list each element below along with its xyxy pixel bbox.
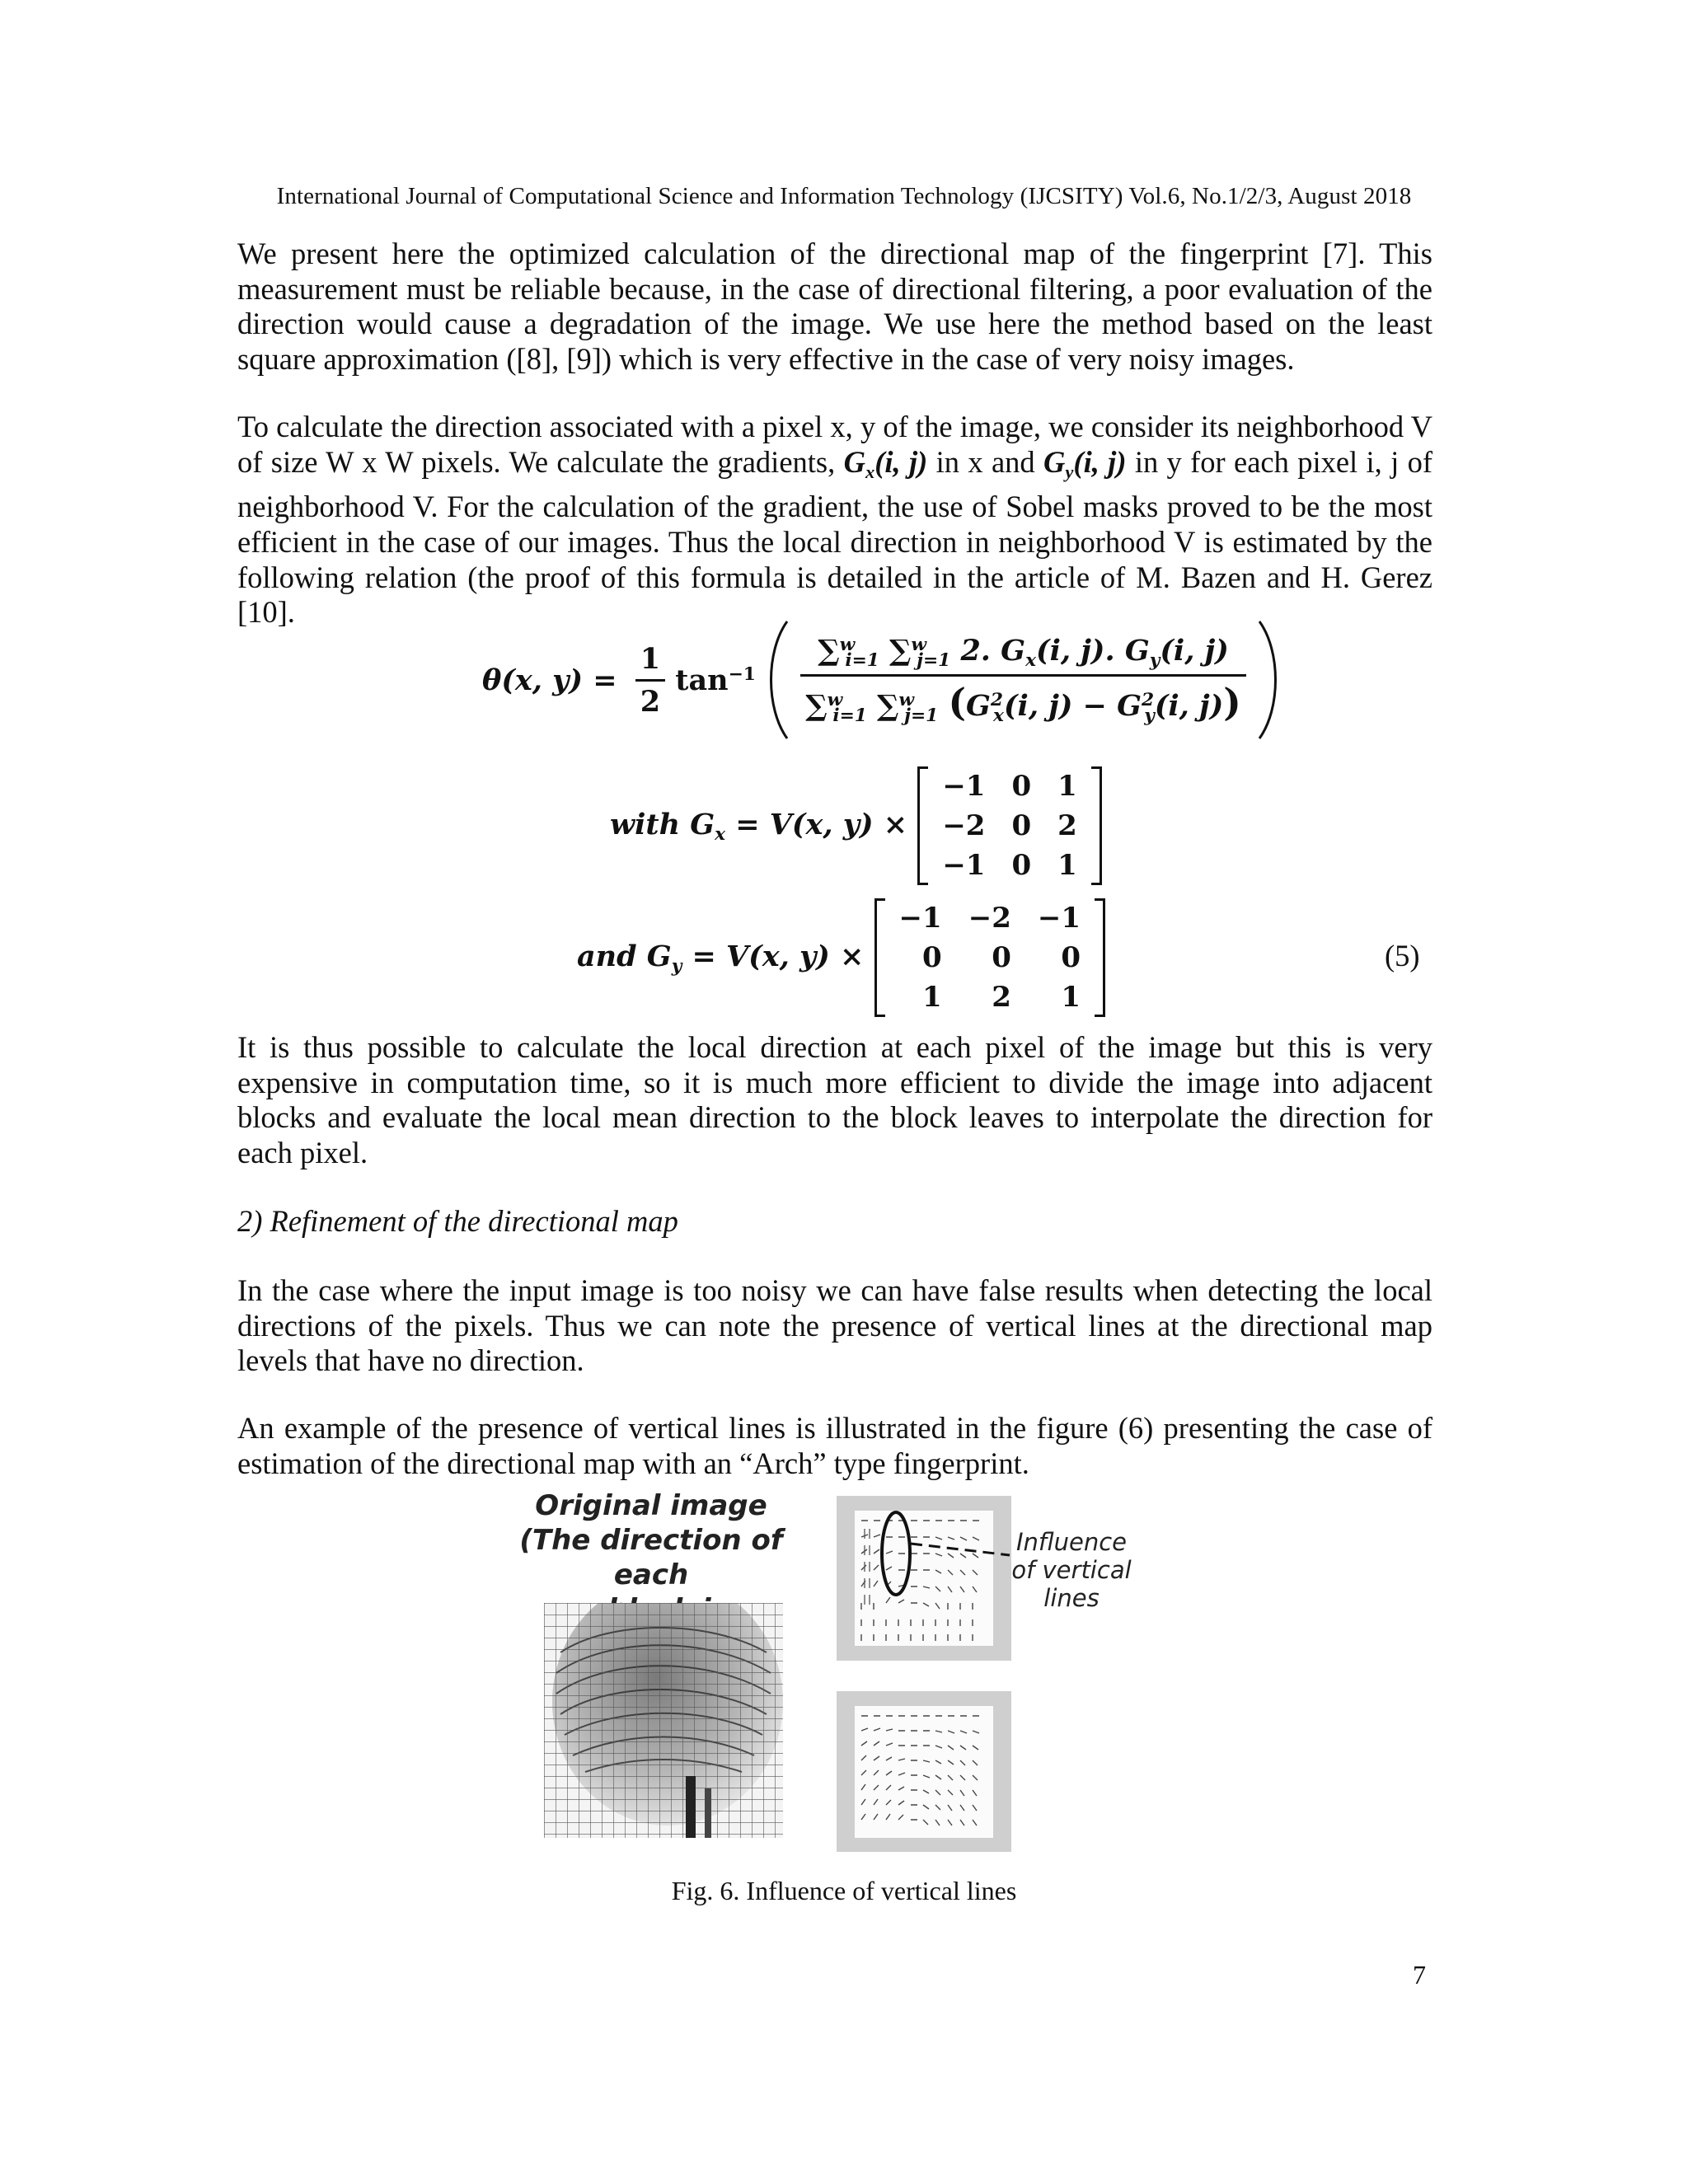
paragraph-2-text-c: in y for each pixel i, j of neighborhood V. For the calculation of the gradient, the use of Sobel masks proved to be the most efficient in the case of our images. Thus the local direction in neighborhood V is estimated by the following relation (the proof of this formula is detailed in the article of M. Bazen and H. Gerez [10].: [237, 444, 1433, 630]
gy-symbol: $G_y(i$, j): [1043, 444, 1127, 482]
paragraph-2: [237, 410, 1432, 630]
directional-map-noisy: [837, 1496, 1011, 1661]
running-header: International Journal of Computational Science and Information Technology (IJCSITY) Vol.6, No.1/2/3, August 2018: [276, 183, 1412, 209]
figure-label-original: Original image (The direction of each: [519, 1489, 783, 1591]
paragraph-2-text-a: To calculate the direction associated with a pixel x, y of the image, we consider its neighborhood V of size W x W pixels. We calculate the gradients,: [237, 410, 1432, 479]
fingerprint-grid-image: [544, 1603, 783, 1838]
figure-label-influence: Influence of vertical lines: [1011, 1528, 1132, 1612]
theta-numerator: ∑$^w_{i=1}$ ∑$^w_{j=1}$ 2. $G_x(i$, j). $G_y(i$, j): [818, 634, 1229, 671]
sobel-matrix-x: −1 0 1 −2 0 2 −1 0 1: [917, 766, 1102, 885]
theta-lhs: θ(x, y) =: [482, 663, 617, 697]
theta-fraction: [800, 634, 1246, 726]
paragraph-2-text-b: in x and: [927, 444, 1044, 479]
gx-symbol: $G_x(i$, j): [843, 444, 928, 482]
equation-number: (5): [1385, 939, 1420, 972]
arctan-symbol: $\tan^{-1}$: [675, 663, 756, 697]
paragraph-4: In the case where the input image is too noisy we can have false results when detecting the local directions of the pixels. Thus we can note the presence of vertical lines at the directional map levels that have no direction.: [237, 1273, 1432, 1378]
half-fraction: $\frac{1}{2}$: [635, 642, 665, 719]
equation-theta: [482, 618, 1281, 742]
sobel-matrix-y: −1 −2 −1 0 0 0 1 2 1: [874, 898, 1105, 1017]
figure-caption: Fig. 6. Influence of vertical lines: [671, 1876, 1017, 1905]
section-heading: 2) Refinement of the directional map: [237, 1204, 678, 1238]
equation-gy: and $G_y = V(x$, y) × −1 −2 −1 0 0 0 1 2 1: [577, 898, 1105, 1017]
right-paren: [1256, 618, 1281, 742]
paragraph-3: It is thus possible to calculate the local direction at each pixel of the image but this is very expensive in computation time, so it is much more efficient to divide the image into adjacent blocks and evaluate the local mean direction to the block leaves to interpolate the direction for each pixel.: [237, 1030, 1432, 1169]
paragraph-5: An example of the presence of vertical lines is illustrated in the figure (6) presenting the case of estimation of the directional map with an “Arch” type fingerprint.: [237, 1411, 1432, 1480]
theta-denominator: ∑$^w_{i=1}$ ∑$^w_{j=1}$ ($G^2_x(i$, $j) - G^2_y(i$, j)): [800, 674, 1246, 726]
equation-gx: with $G_x = V(x$, y) × −1 0 1 −2 0 2 −1 0 1: [610, 766, 1102, 885]
paragraph-1: We present here the optimized calculation of the directional map of the fingerprint [7]. This measurement must be reliable because, in the case of directional filtering, a poor evaluation of the direction would cause a degradation of the image. We use here the method based on the least square approximation ([8], [9]) which is very effective in the case of very noisy images.: [237, 237, 1432, 376]
directional-map-refined: [837, 1691, 1011, 1852]
page-number: 7: [1413, 1960, 1426, 1990]
left-paren: [766, 618, 790, 742]
